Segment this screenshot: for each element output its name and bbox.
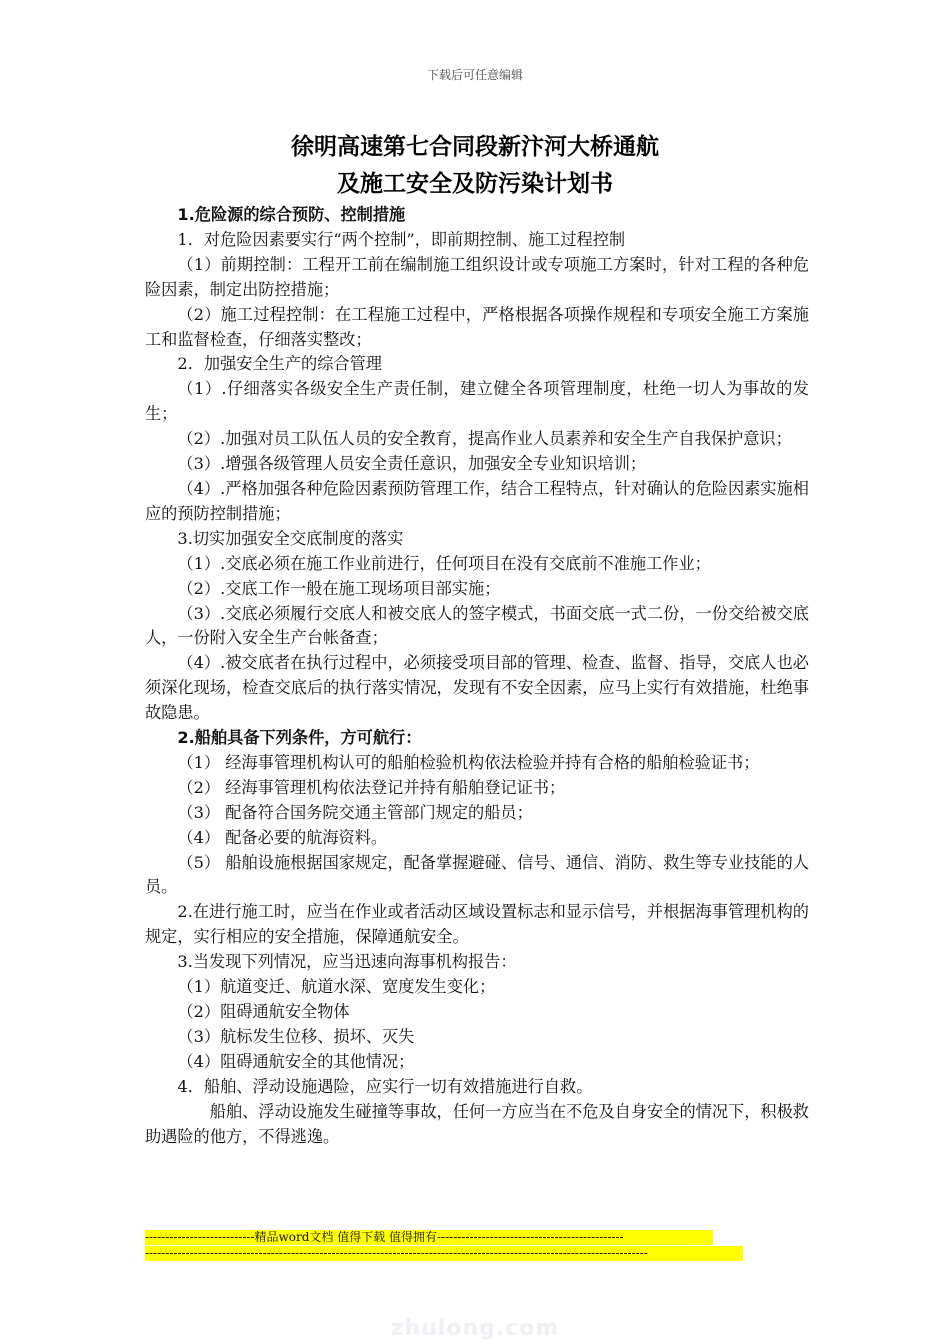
paragraph: 2.在进行施工时，应当在作业或者活动区域设置标志和显示信号，并根据海事管理机构的规定，实行相应的安全措施，保障通航安全。 xyxy=(145,902,809,947)
document-body xyxy=(145,203,809,1149)
document-title-line-1: 徐明高速第七合同段新汴河大桥通航 xyxy=(291,134,659,160)
paragraph: （2）阻碍通航安全物体 xyxy=(177,1002,350,1021)
paragraph: 3.当发现下列情况，应当迅速向海事机构报告： xyxy=(177,952,517,972)
paragraph: （2）施工过程控制：在工程施工过程中，严格根据各项操作规程和专项安全施工方案施工和监督检查，仔细落实整改； xyxy=(145,304,809,349)
paragraph: （2）.加强对员工队伍人员的安全教育，提高作业人员素养和安全生产自我保护意识； xyxy=(177,429,792,449)
paragraph: （1）.仔细落实各级安全生产责任制，建立健全各项管理制度，杜绝一切人为事故的发生； xyxy=(145,379,809,424)
paragraph: （4）.严格加强各种危险因素预防管理工作，结合工程特点，针对确认的危险因素实施相应的预防控制措施； xyxy=(145,478,809,523)
footer-banner: ---------------------------精品word文档 值得下载 值得拥有---------------------------------------------- xyxy=(145,1230,713,1245)
paragraph: （4）阻碍通航安全的其他情况； xyxy=(177,1051,415,1071)
paragraph: 3.切实加强安全交底制度的落实 xyxy=(177,528,404,548)
paragraph: （3）航标发生位移、损坏、灭失 xyxy=(177,1026,415,1046)
watermark-text: zhulong.com xyxy=(390,1316,560,1341)
paragraph: （1）航道变迁、航道水深、宽度发生变化； xyxy=(177,977,496,997)
paragraph: （4） 配备必要的航海资料。 xyxy=(177,827,388,847)
paragraph: 2．加强安全生产的综合管理 xyxy=(177,354,382,374)
document-title-line-2: 及施工安全及防污染计划书 xyxy=(337,171,613,197)
paragraph: （2）.交底工作一般在施工现场项目部实施； xyxy=(177,578,501,598)
paragraph: （4）.被交底者在执行过程中，必须接受项目部的管理、检查、监督、指导，交底人也必须深化现场，检查交底后的执行落实情况，发现有不安全因素，应马上实行有效措施，杜绝事故隐患。 xyxy=(145,653,809,723)
footer-divider: ---------------------------------------------------------------------------------------------------------------------------- xyxy=(145,1246,743,1261)
paragraph: （3）.交底必须履行交底人和被交底人的签字模式，书面交底一式二份，一份交给被交底人，一份附入安全生产台帐备查； xyxy=(145,603,809,648)
header-note: 下载后可任意编辑 xyxy=(426,68,523,82)
paragraph: （2） 经海事管理机构依法登记并持有船舶登记证书； xyxy=(177,777,566,797)
paragraph: 4．船舶、浮动设施遇险，应实行一切有效措施进行自救。 xyxy=(177,1076,593,1096)
paragraph: 1.危险源的综合预防、控制措施 xyxy=(177,205,406,224)
paragraph: （1）.交底必须在施工作业前进行，任何项目在没有交底前不准施工作业； xyxy=(177,553,711,573)
paragraph: 2.船舶具备下列条件，方可航行： xyxy=(177,728,422,748)
paragraph: （5） 船舶设施根据国家规定，配备掌握避碰、信号、通信、消防、救生等专业技能的人员。 xyxy=(145,852,809,897)
paragraph: （3） 配备符合国务院交通主管部门规定的船员； xyxy=(177,802,533,822)
paragraph: （1）前期控制：工程开工前在编制施工组织设计或专项施工方案时，针对工程的各种危险因素，制定出防控措施； xyxy=(145,254,809,299)
paragraph: 1．对危险因素要实行“两个控制”，即前期控制、施工过程控制 xyxy=(177,229,626,249)
paragraph: （3）.增强各级管理人员安全责任意识，加强安全专业知识培训； xyxy=(177,454,647,474)
paragraph: （1） 经海事管理机构认可的船舶检验机构依法检验并持有合格的船舶检验证书； xyxy=(177,752,760,772)
paragraph: 船舶、浮动设施发生碰撞等事故，任何一方应当在不危及自身安全的情况下，积极救助遇险的他方，不得逃逸。 xyxy=(145,1101,809,1146)
